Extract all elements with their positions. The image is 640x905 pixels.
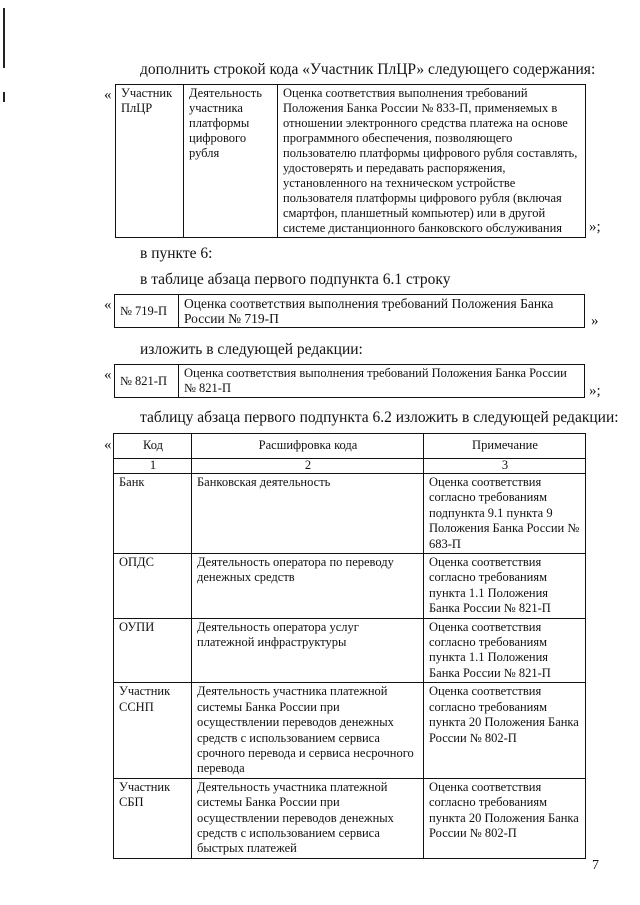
table-row: [114, 778, 586, 858]
margin-mark: [3, 8, 5, 68]
close-quote: »: [591, 313, 599, 329]
code-cell: Банк: [114, 474, 192, 554]
header-row: [114, 434, 586, 459]
restate-paragraph: изложить в следующей редакции:: [140, 341, 363, 358]
intro-paragraph: дополнить строкой кода «Участник ПлЦР» следующего содержания:: [140, 61, 596, 78]
column-numbers-row: [114, 459, 586, 474]
desc-cell: Деятельность оператора по переводу денежных средств: [192, 554, 424, 619]
header-note: Примечание: [424, 434, 586, 459]
desc-cell: Деятельность оператора услуг платежной инфраструктуры: [192, 618, 424, 683]
column-number: 2: [192, 459, 424, 474]
open-quote: «: [104, 367, 112, 383]
column-number: 1: [114, 459, 192, 474]
text-cell: Оценка соответствия выполнения требований Положения Банка России № 719-П: [179, 295, 585, 328]
table-row: [115, 295, 585, 328]
header-desc: Расшифровка кода: [192, 434, 424, 459]
point6-paragraph: в пункте 6:: [140, 245, 213, 262]
page-number: 7: [592, 858, 599, 873]
desc-cell: Банковская деятельность: [192, 474, 424, 554]
code-cell: № 821-П: [115, 365, 179, 398]
new-row-table: [114, 364, 585, 398]
text-cell: Оценка соответствия выполнения требований Положения Банка России № 821-П: [179, 365, 585, 398]
header-code: Код: [114, 434, 192, 459]
open-quote: «: [104, 87, 112, 103]
definition-table: [115, 84, 586, 238]
open-quote: «: [104, 437, 112, 453]
table-row: [114, 474, 586, 554]
close-quote: »;: [589, 383, 601, 399]
table-row: [115, 365, 585, 398]
note-cell: Оценка соответствия согласно требованиям пункта 1.1 Положения Банка России № 821-П: [424, 618, 586, 683]
note-cell: Оценка соответствия согласно требованиям подпункта 9.1 пункта 9 Положения Банка России № 683-П: [424, 474, 586, 554]
close-quote: »;: [589, 219, 601, 235]
note-cell: Оценка соответствия согласно требованиям пункта 20 Положения Банка России № 802-П: [424, 778, 586, 858]
margin-mark: [3, 92, 5, 102]
desc-cell: Деятельность участника платежной системы Банка России при осуществлении переводов денежных средств с использованием сервиса срочного перевода и сервиса несрочного перевода: [192, 683, 424, 778]
point62-paragraph: таблицу абзаца первого подпункта 6.2 изложить в следующей редакции:: [140, 409, 619, 426]
note-cell: Оценка соответствия выполнения требований Положения Банка России № 833-П, применяемых в отношении электронного средства платежа на основе программного обеспечения, позволяющего пользователю платформы цифрового рубля составлять, удостоверять и передавать распоряжения, установленного на техническом устройстве пользователя платформы цифрового рубля (включая смартфон, планшетный компьютер) или в другой системе дистанционного банковского обслуживания: [278, 85, 586, 238]
table-row: [114, 683, 586, 778]
activity-cell: Деятельность участника платформы цифрового рубля: [184, 85, 278, 238]
table-row: [114, 618, 586, 683]
table-row: [114, 554, 586, 619]
codes-table: [113, 433, 586, 859]
note-cell: Оценка соответствия согласно требованиям пункта 20 Положения Банка России № 802-П: [424, 683, 586, 778]
column-number: 3: [424, 459, 586, 474]
table-row: [116, 85, 586, 238]
open-quote: «: [104, 297, 112, 313]
old-row-table: [114, 294, 585, 328]
code-cell: № 719-П: [115, 295, 179, 328]
code-cell: Участник ПлЦР: [116, 85, 184, 238]
desc-cell: Деятельность участника платежной системы Банка России при осуществлении переводов денежных средств с использованием сервиса быстрых платежей: [192, 778, 424, 858]
code-cell: Участник ССНП: [114, 683, 192, 778]
code-cell: ОУПИ: [114, 618, 192, 683]
code-cell: Участник СБП: [114, 778, 192, 858]
code-cell: ОПДС: [114, 554, 192, 619]
point61-paragraph: в таблице абзаца первого подпункта 6.1 строку: [140, 271, 451, 288]
note-cell: Оценка соответствия согласно требованиям пункта 1.1 Положения Банка России № 821-П: [424, 554, 586, 619]
